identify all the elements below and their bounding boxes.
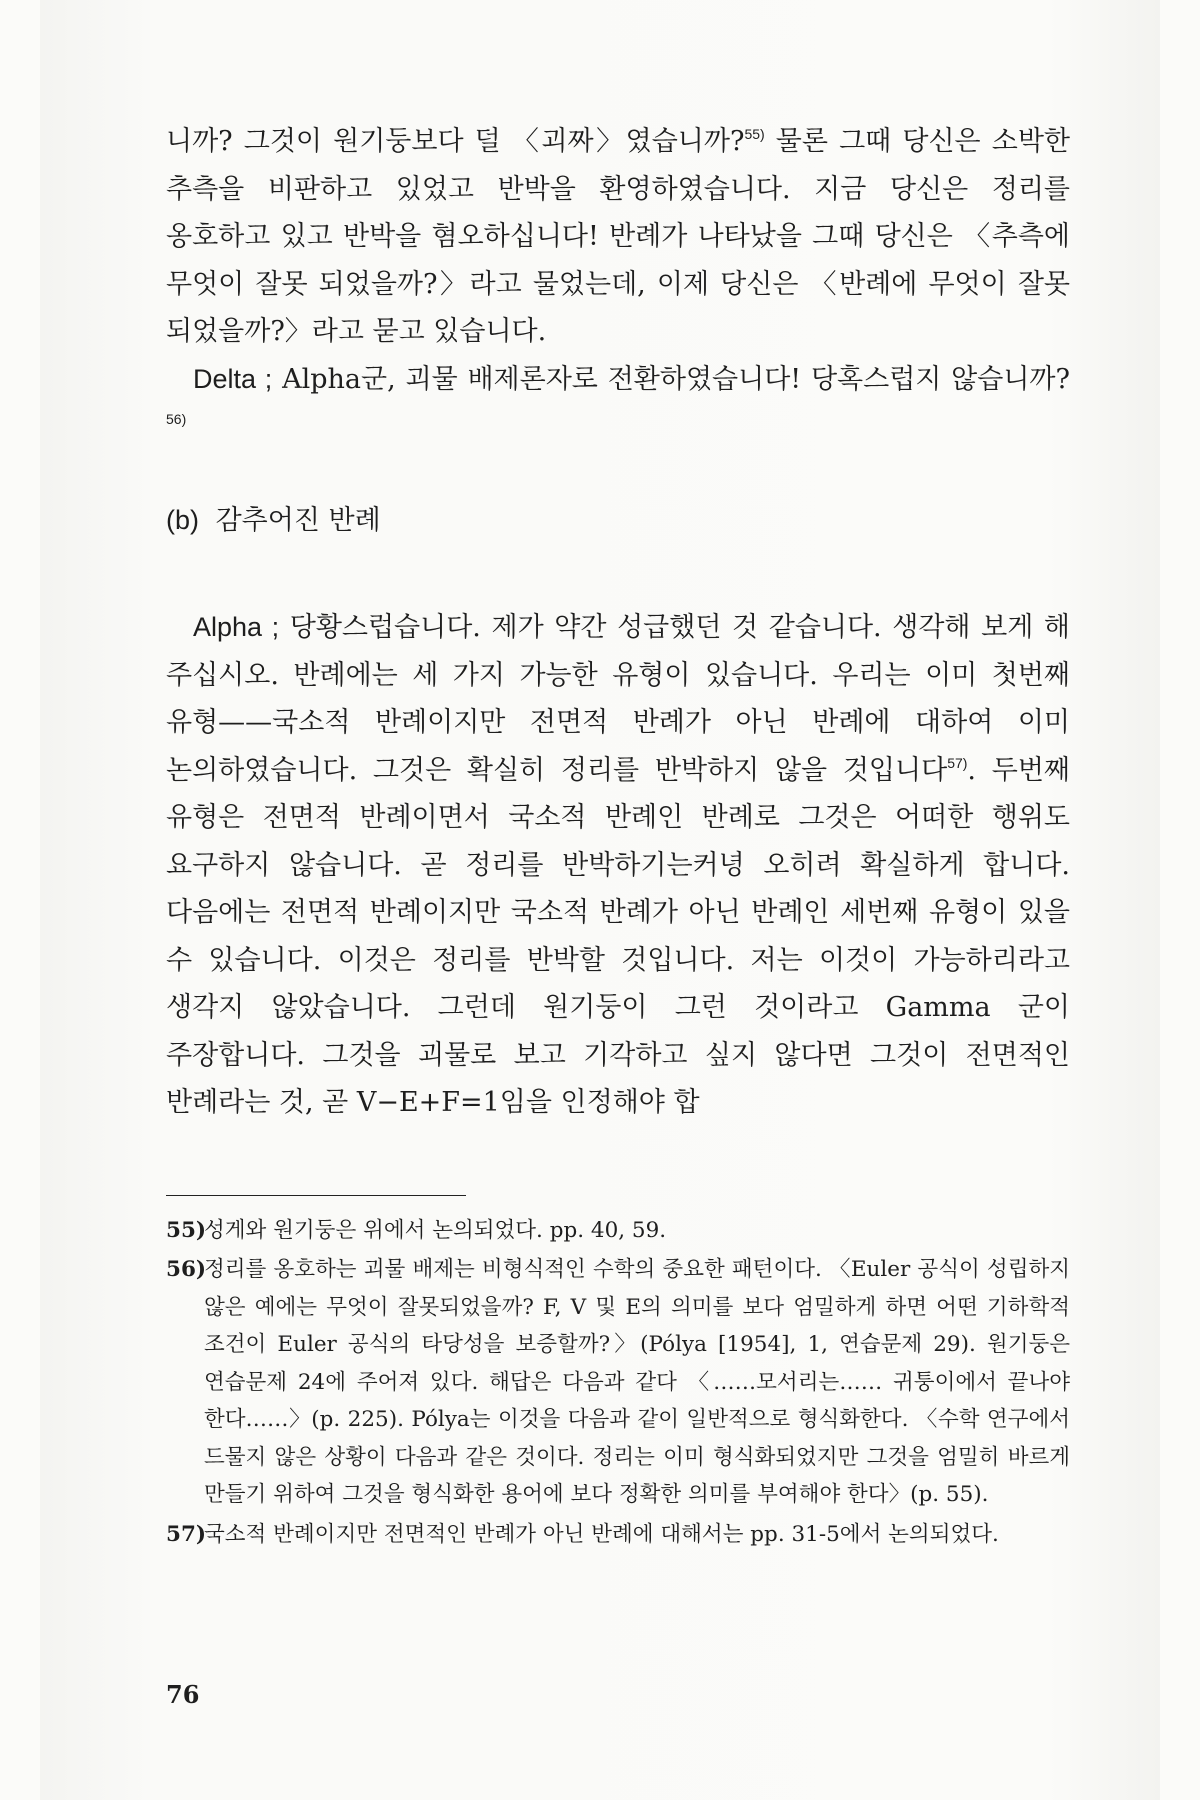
paragraph-3: [166, 604, 1070, 1127]
footnote-text: 국소적 반례이지만 전면적인 반례가 아닌 반례에 대해서는 pp. 31-5에서 논의되었다.: [204, 1521, 999, 1547]
speaker-label-alpha: Alpha ;: [193, 612, 280, 642]
section-heading: [166, 497, 1070, 545]
footnote-57: [166, 1516, 1070, 1554]
footnote-text: 성게와 원기둥은 위에서 논의되었다. pp. 40, 59.: [204, 1217, 667, 1243]
paragraph-3-text: 당황스럽습니다. 제가 약간 성급했던 것 같습니다. 생각해 보게 해 주십시오. 반례에는 세 가지 가능한 유형이 있습니다. 우리는 이미 첫번째 유형——국소적 반례이지만 전면적 반례가 아닌 반례에 대하여 이미 논의하였습니다. 그것은 확실히 정리를 반박하지 않을 것입니다: [166, 612, 1070, 786]
footnote-number: 57): [166, 1521, 207, 1547]
footnote-ref-55[interactable]: 55): [744, 125, 765, 142]
footnote-56: [166, 1251, 1070, 1514]
paragraph-1: [166, 118, 1070, 356]
page-content: [166, 118, 1070, 1555]
footnote-divider: [166, 1195, 466, 1196]
paragraph-2: [166, 356, 1070, 451]
footnote-55: [166, 1212, 1070, 1250]
footnote-ref-56[interactable]: 56): [166, 410, 187, 427]
paragraph-2-text: Alpha군, 괴물 배제론자로 전환하였습니다! 당혹스럽지 않습니까?: [272, 363, 1070, 395]
section-number: (b): [166, 504, 199, 535]
footnote-ref-57[interactable]: 57): [947, 754, 968, 771]
paragraph-1-text-continued: 물론 그때 당신은 소박한 추측을 비판하고 있었고 반박을 환영하였습니다. 지금 당신은 정리를 옹호하고 있고 반박을 혐오하십니다! 반례가 나타났을 그때 당신은 〈추측에 무엇이 잘못 되었을까?〉라고 물었는데, 이제 당신은 〈반례에 무엇이 잘못 되었을까?〉라고 묻고 있습니다.: [166, 126, 1070, 347]
speaker-label-delta: Delta ;: [193, 363, 273, 394]
paragraph-1-text: 니까? 그것이 원기둥보다 덜 〈괴짜〉였습니까?: [166, 126, 745, 157]
footnote-number: 55): [166, 1217, 207, 1243]
paragraph-3-text-continued: . 두번째 유형은 전면적 반례이면서 국소적 반례인 반례로 그것은 어떠한 행위도 요구하지 않습니다. 곧 정리를 반박하기는커녕 오히려 확실하게 합니다. 다음에는 전면적 반례이지만 국소적 반례가 아닌 반례인 세번째 유형이 있을 수 있습니다. 이것은 정리를 반박할 것입니다. 저는 이것이 가능하리라고 생각지 않았습니다. 그런데 원기둥이 그런 것이라고 Gamma 군이 주장합니다. 그것을 괴물로 보고 기각하고 싶지 않다면 그것이 전면적인 반례라는 것, 곧 V−E+F=1임을 인정해야 합: [166, 754, 1070, 1118]
footnote-number: 56): [166, 1257, 207, 1282]
footnote-text: 정리를 옹호하는 괴물 배제는 비형식적인 수학의 중요한 패턴이다. 〈Euler 공식이 성립하지 않은 예에는 무엇이 잘못되었을까? F, V 및 E의 의미를 보다 엄밀하게 하면 어떤 기하학적 조건이 Euler 공식의 타당성을 보증할까?〉(Pólya [1954], 1, 연습문제 29). 원기둥은 연습문제 24에 주어져 있다. 해답은 다음과 같다 〈……모서리는…… 귀퉁이에서 끝나야 한다……〉(p. 225). Pólya는 이것을 다음과 같이 일반적으로 형식화한다. 〈수학 연구에서 드물지 않은 상황이 다음과 같은 것이다. 정리는 이미 형식화되었지만 그것을 엄밀히 바르게 만들기 위하여 그것을 형식화한 용어에 보다 정확한 의미를 부여해야 한다〉(p. 55).: [204, 1257, 1070, 1507]
section-title: 감추어진 반례: [215, 504, 381, 536]
page-number: 76: [166, 1680, 200, 1709]
